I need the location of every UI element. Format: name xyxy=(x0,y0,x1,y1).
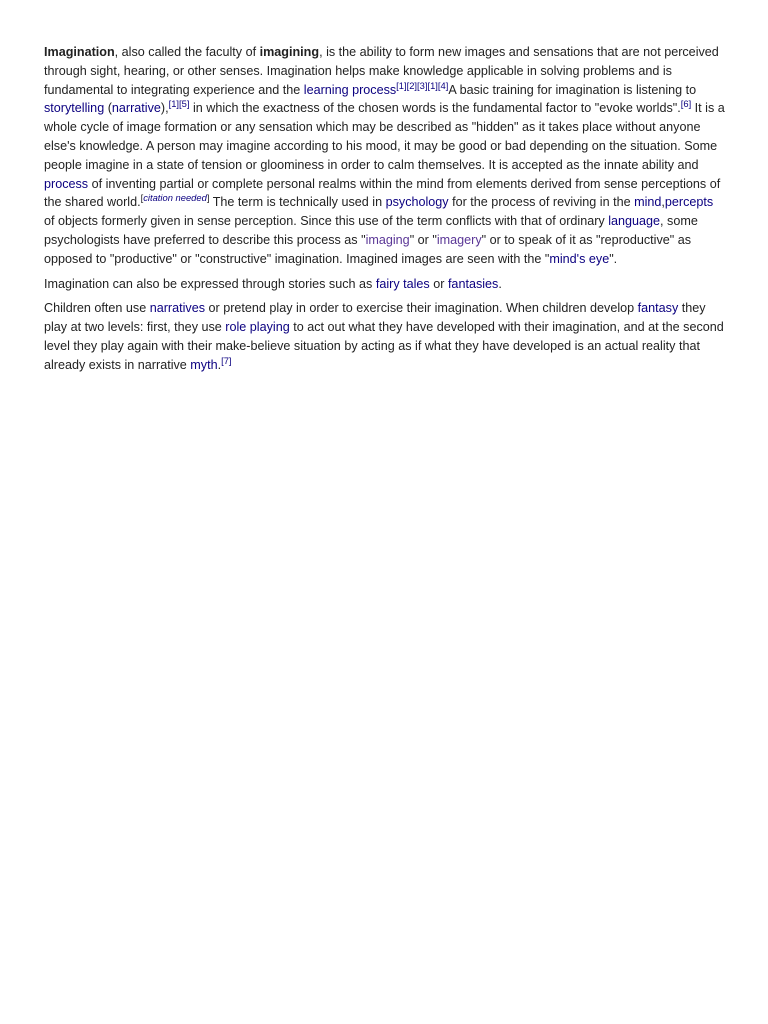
ref-group-3 xyxy=(681,98,691,109)
link-minds-eye[interactable]: mind's eye xyxy=(549,251,610,266)
term-imagination: Imagination xyxy=(44,45,115,59)
link-percepts[interactable]: percepts xyxy=(664,195,714,210)
link-narrative[interactable]: narrative xyxy=(111,101,161,116)
citation-needed-link[interactable]: citation needed xyxy=(143,192,207,204)
ref-link-1-repeat[interactable]: [1] xyxy=(427,79,438,91)
ref-group-4 xyxy=(221,355,231,366)
link-myth[interactable]: myth xyxy=(190,357,218,372)
term-imagining: imagining xyxy=(259,45,320,59)
link-fantasy[interactable]: fantasy xyxy=(637,301,679,316)
link-mind[interactable]: mind xyxy=(634,195,662,210)
link-process[interactable]: process xyxy=(44,176,89,191)
ref-link-6[interactable]: [6] xyxy=(680,98,692,110)
ref-link-7[interactable]: [7] xyxy=(221,354,232,366)
link-storytelling[interactable]: storytelling xyxy=(44,101,105,116)
link-learning-process[interactable]: learning process xyxy=(303,82,397,97)
link-narratives[interactable]: narratives xyxy=(149,301,206,316)
ref-group-1 xyxy=(396,79,448,90)
article-body xyxy=(44,43,726,381)
ref-group-2 xyxy=(169,98,190,109)
link-fantasies[interactable]: fantasies xyxy=(447,276,499,291)
link-psychology[interactable]: psychology xyxy=(385,195,449,210)
ref-link-3[interactable]: [3] xyxy=(417,79,428,91)
paragraph-intro: Imagination, also called the faculty of imagining, is the ability to form new images and sensations that are not perceived through sight, hearing, or other senses. Imagination helps make knowledge applicable in solving problems and is fundamental to integrating experience and the learning process[1][2][3][1][4]A basic training for imagination is listening to storytelling (narrative),[1][5] in which the exactness of the chosen words is the fundamental factor to "evoke worlds".[6] It is a whole cycle of image formation or any sensation which may be described as "hidden" as it takes place without anyone else's knowledge. A person may imagine according to his mood, it may be good or bad depending on the situation. Some people imagine in a state of tension or gloominess in order to calm themselves. It is accepted as the innate ability and process of inventing partial or complete personal realms within the mind from elements derived from sense perceptions of the shared world.[citation needed] The term is technically used in psychology for the process of reviving in the mind,percepts of objects formerly given in sense perception. Since this use of the term conflicts with that of ordinary language, some psychologists have preferred to describe this process as "imaging" or "imagery" or to speak of it as "reproductive" as opposed to "productive" or "constructive" imagination. Imagined images are seen with the "mind's eye". xyxy=(44,45,725,266)
link-imagery[interactable]: imagery xyxy=(436,232,482,247)
ref-link-1[interactable]: [1] xyxy=(396,79,407,91)
ref-link-1-b[interactable]: [1] xyxy=(168,98,180,110)
link-language[interactable]: language xyxy=(608,214,661,229)
paragraph-children: Children often use narratives or pretend play in order to exercise their imagination. When children develop fantasy they play at two levels: first, they use role playing to act out what they have developed with their imagination, and at the second level they play again with their make-believe situation by acting as if what they have developed is an actual reality that already exists in narrative myth.[7] xyxy=(44,301,724,372)
ref-link-2[interactable]: [2] xyxy=(406,79,418,91)
link-fairy-tales[interactable]: fairy tales xyxy=(375,276,430,291)
link-imaging[interactable]: imaging xyxy=(365,232,410,247)
ref-link-4[interactable]: [4] xyxy=(437,79,449,91)
link-role-playing[interactable]: role playing xyxy=(225,320,290,335)
ref-link-5[interactable]: [5] xyxy=(179,98,190,110)
paragraph-expression: Imagination can also be expressed through stories such as fairy tales or fantasies. xyxy=(44,276,502,291)
citation-needed: [citation needed] xyxy=(140,192,210,204)
